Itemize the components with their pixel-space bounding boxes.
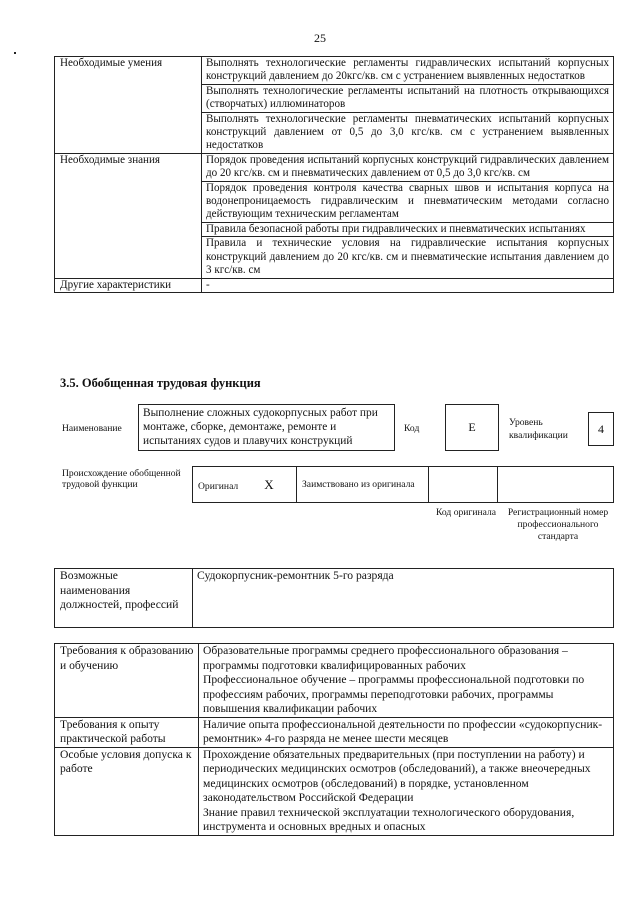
requirements-table <box>54 643 614 836</box>
admission-label: Особые условия допуска к работе <box>55 747 199 835</box>
code-original-cell <box>429 467 498 503</box>
skill-item: Выполнять технологические регламенты пневматических испытаний корпусных конструкций давлением от 0,5 до 3,0 кгс/кв. см с устранением выявленных недостатков <box>202 112 614 153</box>
positions-label: Возможные наименования должностей, профессий <box>55 569 193 628</box>
origin-table <box>192 466 614 503</box>
name-label: Наименование <box>62 423 122 434</box>
knowledge-label: Необходимые знания <box>55 153 202 278</box>
section-title: 3.5. Обобщенная трудовая функция <box>60 376 261 390</box>
code-value-box: E <box>445 404 499 451</box>
education-value <box>199 644 614 718</box>
knowledge-item: Порядок проведения контроля качества сварных швов и испытания корпуса на водонепроницаемость гидравлическим и пневматическим методами согласно действующим техническим регламентам <box>202 181 614 222</box>
knowledge-item: Порядок проведения испытаний корпусных конструкций гидравлических давлением до 20 кгс/кв. см и пневматических давлением от 0,5 до 3,0 кгс/кв. см <box>202 153 614 181</box>
positions-value: Судокорпусник-ремонтник 5-го разряда <box>193 569 614 628</box>
reg-number-cell <box>498 467 614 503</box>
qualification-level-label: Уровень квалификации <box>509 417 568 441</box>
admission-value <box>199 747 614 835</box>
skills-label: Необходимые умения <box>55 57 202 154</box>
borrowed-label: Заимствовано из оригинала <box>297 467 429 503</box>
page-number: 25 <box>314 31 326 45</box>
function-name-box: Выполнение сложных судокорпусных работ при монтаже, сборке, демонтаже, ремонте и испытаниях судов и плавучих конструкций <box>138 404 395 451</box>
original-label: Оригинал <box>198 480 239 492</box>
other-characteristics-value: - <box>202 278 614 292</box>
skills-knowledge-table <box>54 56 614 293</box>
original-cell <box>193 467 297 503</box>
qualification-level-box: 4 <box>588 412 614 446</box>
experience-value: Наличие опыта профессиональной деятельности по профессии «судокорпусник-ремонтник» 4-го разряда не менее шести месяцев <box>199 717 614 747</box>
code-original-label: Код оригинала <box>435 507 497 518</box>
education-item: Образовательные программы среднего профессионального образования – программы подготовки квалифицированных рабочих <box>203 644 568 672</box>
admission-item: Прохождение обязательных предварительных (при поступлении на работу) и периодических медицинских осмотров (обследований), а также внеочередных медицинских осмотров (обследований) в порядке, установленном законодательством Российской Федерации <box>203 747 591 804</box>
admission-item: Знание правил технической эксплуатации технологического оборудования, инструмента и основных вредных и опасных <box>203 805 575 833</box>
origin-label: Происхождение обобщенной трудовой функции <box>62 468 181 490</box>
original-mark: X <box>264 476 274 492</box>
reg-number-label: Регистрационный номер профессионального стандарта <box>507 507 609 542</box>
education-item: Профессиональное обучение – программы профессиональной подготовки по профессиям рабочих, программы переподготовки рабочих, программы повышения квалификации рабочих <box>203 673 585 715</box>
other-characteristics-label: Другие характеристики <box>55 278 202 292</box>
positions-table <box>54 568 614 628</box>
skill-item: Выполнять технологические регламенты испытаний на плотность открывающихся (створчатых) иллюминаторов <box>202 84 614 112</box>
experience-label: Требования к опыту практической работы <box>55 717 199 747</box>
education-label: Требования к образованию и обучению <box>55 644 199 718</box>
scan-mark <box>14 52 16 54</box>
knowledge-item: Правила и технические условия на гидравлические испытания корпусных конструкций давлением до 20 кгс/кв. см и пневматические испытания давлением до 3 кгс/кв. см <box>202 237 614 278</box>
code-label: Код <box>404 423 420 434</box>
skill-item: Выполнять технологические регламенты гидравлических испытаний корпусных конструкций давлением до 20кгс/кв. см с устранением выявленных недостатков <box>202 57 614 85</box>
knowledge-item: Правила безопасной работы при гидравлических и пневматических испытаниях <box>202 222 614 236</box>
